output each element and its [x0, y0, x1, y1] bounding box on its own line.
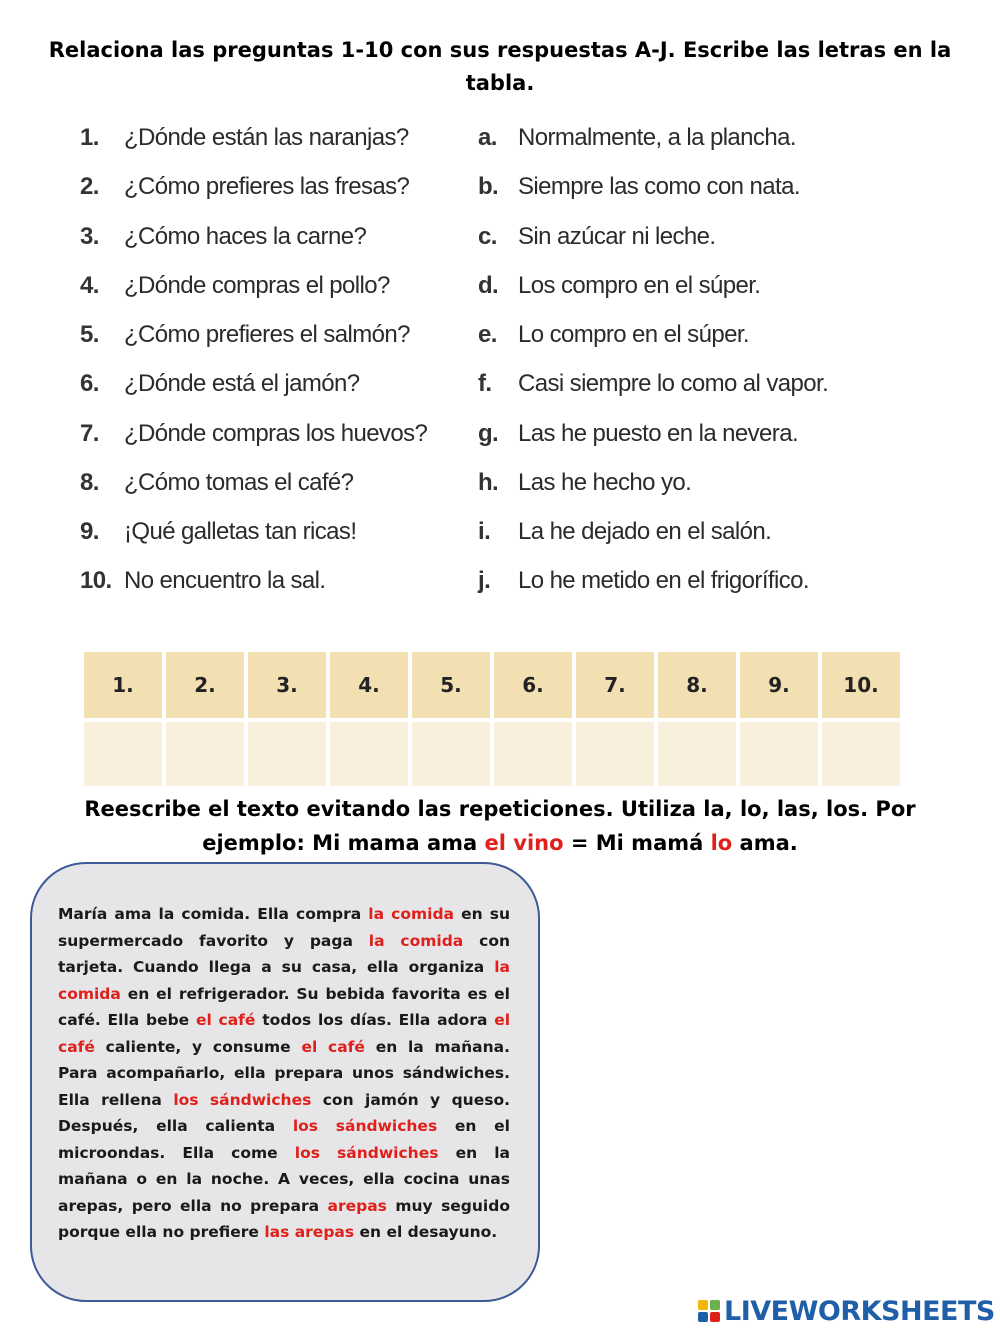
answer-cell	[740, 722, 818, 786]
answer-letter: a.	[478, 124, 497, 151]
answer-input-5[interactable]	[412, 722, 490, 786]
text-segment: en el microondas. Ella come	[58, 1117, 510, 1162]
question-text: ¡Qué galletas tan ricas!	[124, 518, 357, 545]
text-segment: en su supermercado favorito y paga	[58, 905, 510, 950]
answer-text: Sin azúcar ni leche.	[518, 223, 716, 250]
question-number: 7.	[80, 420, 99, 447]
text-segment: muy seguido porque ella no prefiere	[58, 1196, 510, 1241]
text-segment-highlight: la comida	[368, 905, 454, 923]
question-text: ¿Dónde compras el pollo?	[124, 272, 390, 299]
answer-input-10[interactable]	[822, 722, 900, 786]
question-number: 6.	[80, 370, 99, 397]
answer-cell	[330, 722, 408, 786]
text-segment: caliente, y consume	[94, 1037, 302, 1056]
rewrite-instructions	[40, 792, 960, 860]
question-text: ¿Cómo prefieres las fresas?	[124, 173, 410, 200]
answer-text: La he dejado en el salón.	[518, 518, 772, 545]
answer-text: Las he hecho yo.	[518, 469, 692, 496]
text-segment-highlight: el café	[195, 1011, 256, 1029]
answer-table-header: 9.	[740, 652, 818, 722]
answer-input-8[interactable]	[658, 722, 736, 786]
answer-cell	[412, 722, 490, 786]
question-number: 1.	[80, 124, 99, 151]
question-number: 4.	[80, 272, 99, 299]
text-segment: en la mañana. Para acompañarlo, ella prepara unos sándwiches. Ella rellena	[58, 1037, 510, 1109]
answer-table-input-row	[84, 722, 900, 786]
answer-table-header: 5.	[412, 652, 490, 722]
rewrite-mid: = Mi mamá	[563, 831, 711, 855]
text-paragraph	[58, 901, 510, 1246]
text-segment: con jamón y queso. Después, ella calienta	[58, 1090, 510, 1135]
question-number: 9.	[80, 518, 99, 545]
answer-letter: c.	[478, 223, 497, 250]
rewrite-example-pronoun: lo	[710, 831, 733, 855]
answer-table-header: 6.	[494, 652, 572, 722]
text-segment-highlight: la comida	[368, 931, 464, 950]
text-segment: en el desayuno.	[354, 1223, 498, 1241]
answer-letter: e.	[478, 321, 497, 348]
question-number: 10.	[80, 567, 112, 594]
liveworksheets-logo-text: LIVEWORKSHEETS	[724, 1295, 995, 1327]
question-text: No encuentro la sal.	[124, 567, 326, 594]
question-text: ¿Dónde está el jamón?	[124, 370, 360, 397]
answer-text: Normalmente, a la plancha.	[518, 124, 796, 151]
text-segment: en la mañana o en la noche. A veces, ella cocina unas arepas, pero ella no prepara	[58, 1143, 510, 1215]
answer-text: Casi siempre lo como al vapor.	[518, 370, 829, 397]
answer-letter: j.	[478, 567, 491, 594]
question-text: ¿Dónde están las naranjas?	[124, 124, 409, 151]
text-segment-highlight: los sándwiches	[294, 1143, 439, 1162]
answer-table-header: 2.	[166, 652, 244, 722]
answer-input-1[interactable]	[84, 722, 162, 786]
answer-cell	[494, 722, 572, 786]
text-segment: en el refrigerador. Su bebida favorita es el café. Ella bebe	[58, 984, 510, 1029]
question-text: ¿Cómo prefieres el salmón?	[124, 321, 410, 348]
answer-cell	[166, 722, 244, 786]
answer-input-7[interactable]	[576, 722, 654, 786]
answer-input-2[interactable]	[166, 722, 244, 786]
answer-table-header: 8.	[658, 652, 736, 722]
answer-letter: f.	[478, 370, 492, 397]
match-instructions: Relaciona las preguntas 1-10 con sus respuestas A-J. Escribe las letras en la tabla.	[48, 38, 952, 95]
text-segment: con tarjeta. Cuando llega a su casa, ella organiza	[58, 931, 510, 976]
question-number: 3.	[80, 223, 99, 250]
answer-cell	[84, 722, 162, 786]
question-number: 8.	[80, 469, 99, 496]
answer-input-6[interactable]	[494, 722, 572, 786]
text-segment-highlight: el café	[58, 1011, 511, 1056]
text-segment: María ama la comida. Ella compra	[58, 905, 369, 923]
answer-letter: i.	[478, 518, 491, 545]
text-segment-highlight: el café	[301, 1037, 365, 1056]
answer-input-3[interactable]	[248, 722, 326, 786]
answer-table-header: 3.	[248, 652, 326, 722]
answer-table	[80, 652, 904, 786]
answer-text: Lo compro en el súper.	[518, 321, 749, 348]
liveworksheets-logo-icon	[698, 1300, 720, 1322]
text-segment-highlight: la comida	[58, 958, 510, 1003]
answer-text: Siempre las como con nata.	[518, 173, 800, 200]
text-segment: todos los días. Ella adora	[255, 1011, 495, 1029]
liveworksheets-logo	[698, 1294, 995, 1328]
answer-cell	[248, 722, 326, 786]
answer-table-header: 1.	[84, 652, 162, 722]
answer-table-header-row	[84, 652, 900, 722]
text-segment-highlight: las arepas	[264, 1223, 355, 1241]
text-segment-highlight: los sándwiches	[292, 1117, 438, 1135]
answer-input-9[interactable]	[740, 722, 818, 786]
answer-letter: g.	[478, 420, 499, 447]
answer-table-header: 7.	[576, 652, 654, 722]
answer-table-header: 10.	[822, 652, 900, 722]
answer-letter: d.	[478, 272, 499, 299]
question-text: ¿Cómo haces la carne?	[124, 223, 367, 250]
answer-cell	[822, 722, 900, 786]
rewrite-end: ama.	[732, 831, 798, 855]
answer-text: Lo he metido en el frigorífico.	[518, 567, 809, 594]
question-text: ¿Dónde compras los huevos?	[124, 420, 428, 447]
answer-text: Los compro en el súper.	[518, 272, 761, 299]
text-segment-highlight: los sándwiches	[173, 1090, 312, 1109]
question-number: 2.	[80, 173, 99, 200]
text-segment-highlight: arepas	[327, 1196, 387, 1215]
answer-letter: h.	[478, 469, 499, 496]
answer-cell	[658, 722, 736, 786]
answer-cell	[576, 722, 654, 786]
question-number: 5.	[80, 321, 99, 348]
rewrite-intro: Reescribe el texto evitando las repeticiones. Utiliza la, lo, las, los. Por ejemplo: Mi mama ama	[84, 797, 916, 855]
answer-text: Las he puesto en la nevera.	[518, 420, 799, 447]
question-text: ¿Cómo tomas el café?	[124, 469, 354, 496]
answer-input-4[interactable]	[330, 722, 408, 786]
answer-letter: b.	[478, 173, 499, 200]
rewrite-example-red: el vino	[484, 831, 564, 855]
answer-table-header: 4.	[330, 652, 408, 722]
